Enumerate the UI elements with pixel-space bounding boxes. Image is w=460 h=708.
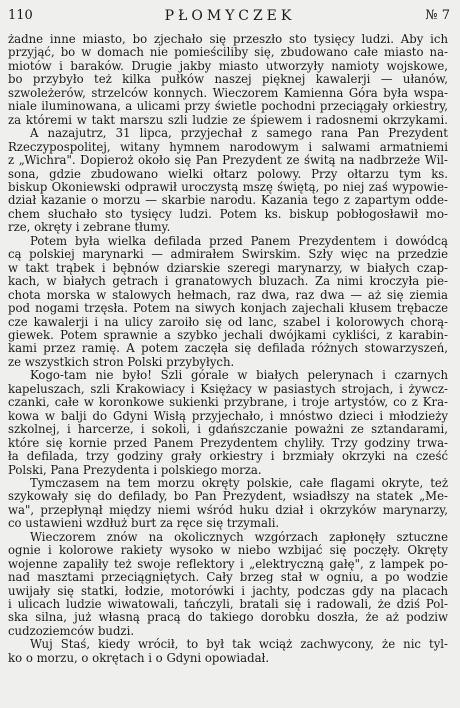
text-line: Polski, Pana Prezydenta i polskiego morza. bbox=[8, 463, 262, 477]
text-line: w takt trąbek i bębnów dziarskie szeregi marynarzy, w białych czap- bbox=[8, 261, 448, 275]
text-line: i ulicach ludzie wiwatowali, tańczyli, bratali się i radowali, że dziś Pol- bbox=[8, 598, 448, 612]
text-line: nad masztami przeciągniętych. Cały brzeg stał w ogniu, a po wodzie bbox=[8, 571, 448, 585]
text-line: giewek. Potem sprawnie a szybko jechali dwójkami cykliści, z karabin- bbox=[8, 328, 448, 342]
text-line: pod nogami trzęsła. Potem na siwych konjach zajechali kłusem trębacze bbox=[8, 302, 448, 316]
text-line: ognie i kolorowe rakiety wysoko w niebo wzbijać się poczęły. Okręty bbox=[8, 544, 448, 558]
text-line: sona, gdzie zbudowano wielki ołtarz polowy. Przy ołtarzu tym ks. bbox=[8, 167, 448, 181]
text-line: miotów i baraków. Drugie jakby miasto utworzyły namioty wojskowe, bbox=[8, 59, 448, 73]
text-line: Wieczorem znów na okolicznych wzgórzach zapłonęły sztuczne bbox=[30, 530, 448, 544]
text-line: kach, w białych getrach i granatowych bluzach. Za nimi kroczyła pie- bbox=[8, 275, 448, 289]
text-line: chota morska w stalowych hełmach, raz dwa, raz dwa — aż się ziemia bbox=[8, 288, 448, 302]
text-line: ła defilada, trzy godziny grały orkiestry i brzmiały okrzyki na cześć bbox=[8, 450, 448, 464]
text-line: żadne inne miasto, bo zjechało się przeszło sto tysięcy ludzi. Aby ich bbox=[8, 33, 448, 46]
text-line: Potem była wielka defilada przed Panem Prezydentem i dowódcą bbox=[30, 234, 448, 248]
text-line: które się kornie przed Panem Prezydentem chyliły. Trzy godziny trwa- bbox=[8, 436, 448, 450]
text-line: przyjąć, bo w domach nie pomieściliby się, zbudowano całe miasto na- bbox=[8, 46, 448, 60]
text-line: za któremi w takt marszu szli ludzie ze śpiewem i radosnemi okrzykami. bbox=[8, 113, 448, 127]
text-line: A nazajutrz, 31 lipca, przyjechał z samego rana Pan Prezydent bbox=[30, 127, 448, 141]
text-line: kami przez ramię. A potem zaczęła się defilada różnych stowarzyszeń, bbox=[8, 342, 448, 356]
text-line: biskup Okoniewski odprawił uroczystą mszę świętą, po niej zaś wypowie- bbox=[8, 180, 448, 194]
text-line: rze, okręty i zebrane tłumy. bbox=[8, 221, 171, 235]
text-line: cze kawalerji i na ulicy zaroiło się od lanc, szabel i kolorowych chorą- bbox=[8, 315, 448, 329]
journal-title: PŁOMYCZEK bbox=[164, 8, 296, 24]
text-line: bo przybyło też kilka pułków naszej pięknej kawalerji — ułanów, bbox=[8, 73, 448, 87]
text-line: cą polskiej marynarki — admirałem Świrskim. Szły więc na przedzie bbox=[8, 248, 448, 262]
text-line: ze wszystkich stron Polski przybyłych. bbox=[8, 355, 235, 369]
text-line: szwoleżerów, strzelców konnych. Wieczorem Kamienna Góra była wspa- bbox=[8, 86, 448, 100]
text-line: wojenne zapaliły też swoje reflektory i „elektryczną gałę", z lampek po- bbox=[8, 557, 448, 571]
text-line: ko o morzu, o okrętach i o Gdyni opowiadał. bbox=[8, 651, 270, 665]
text-line: kapeluszach, szli Krakowiacy i Księżacy w pasiastych strojach, i żywcz- bbox=[8, 382, 448, 396]
text-line: szkolnej, i harcerze, i sokoli, i gdańszczanie poważni ze sztandarami, bbox=[8, 423, 448, 437]
text-line: czanki, całe w koronkowe sukienki przybrane, i troje artystów, co z Kra- bbox=[8, 396, 448, 410]
issue-number: № 7 bbox=[425, 8, 450, 23]
text-line: ska silna, już własną pracą do takiego dorobku doszła, że aż podziw bbox=[8, 611, 448, 625]
text-line: Wuj Staś, kiedy wrócił, to był tak wciąż zachwycony, że nic tyl- bbox=[30, 638, 448, 652]
text-line: szykowały się do defilady, bo Pan Prezydent, wsiadłszy na statek „Me- bbox=[8, 490, 448, 504]
text-line: z „Wichra". Dopieroż około się Pan Prezydent ze świtą na nadbrzeże Wil- bbox=[8, 154, 448, 168]
text-line: uwijały się statki, łodzie, motorówki i jachty, podczas gdy na placach bbox=[8, 584, 448, 598]
text-line: cudzoziemców budzi. bbox=[8, 624, 135, 638]
text-line: Rzeczypospolitej, witany hymnem narodowym i salwami armatniemi bbox=[8, 140, 448, 154]
text-line: kowa w balji do Gdyni Wisłą przyjechało, i mnóstwo dzieci i młodzieży bbox=[8, 409, 448, 423]
text-line: niale iluminowana, a ulicami przy świetle pochodni przeciągały orkiestry, bbox=[8, 100, 448, 114]
page-header bbox=[0, 6, 460, 30]
article-body bbox=[8, 33, 448, 665]
text-line: dział kazanie o morzu — skarbie narodu. Kazania tego z zapartym odde- bbox=[8, 194, 448, 208]
page-number: 110 bbox=[8, 8, 33, 23]
text-line: chem słuchało sto tysięcy ludzi. Potem ks. biskup pobłogosławił mo- bbox=[8, 207, 448, 221]
text-line: Tymczasem na tem morzu okręty polskie, całe flagami okryte, też bbox=[30, 476, 448, 490]
text-line: co ustawieni wzdłuż burt za ręce się trzymali. bbox=[8, 517, 280, 531]
text-line: wa", przepłynął między niemi wśród huku dział i okrzyków marynarzy, bbox=[8, 503, 448, 517]
text-line: Kogo-tam nie było! Szli górale w białych pelerynach i czarnych bbox=[30, 369, 448, 383]
